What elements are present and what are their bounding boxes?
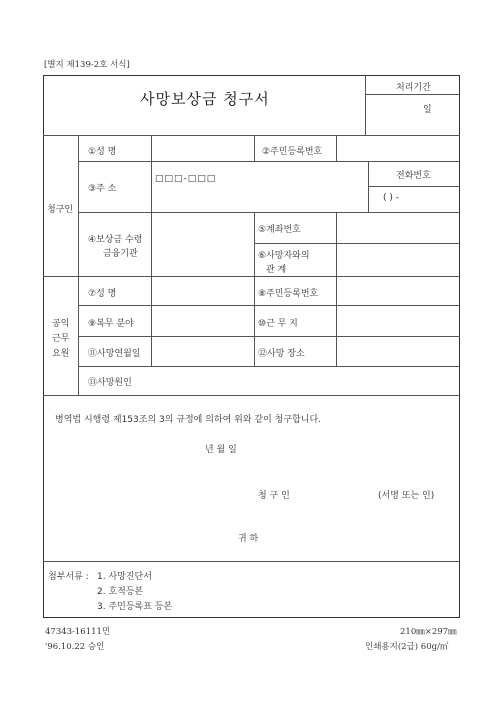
footer-approval: '96.10.22 승인 [45,642,105,652]
official-group-label-2: 근무 [52,334,70,344]
attachment-item: 1. 사망진단서 [97,572,152,582]
addressee: 귀 하 [238,534,259,544]
footer-paper: 인쇄용지(2급) 60g/㎡ [365,642,449,652]
divider [43,561,460,562]
form-reference: [별지 제139-2호 서식] [44,60,130,70]
claimant-address-label: ③주 소 [88,184,117,194]
statement-text: 병역법 시행령 제153조의 3의 규정에 의하여 위와 같이 청구합니다. [55,415,322,425]
divider [78,305,460,306]
divider [78,135,79,395]
divider [336,135,337,161]
claimant-name-label: ①성 명 [88,147,117,157]
footer-code: 47343-16111민 [45,627,111,637]
claimant-group-label: 청구인 [47,205,74,215]
death-place-label: ⑫사망 장소 [258,349,305,359]
divider [151,135,152,366]
death-cause-label: ⑬사망원인 [88,378,132,388]
attachment-item: 2. 호적등본 [97,587,144,597]
signature-note: (서명 또는 인) [378,491,435,501]
date-line: 년 월 일 [205,445,237,455]
bank-label-line1: ④보상금 수령 [88,235,143,245]
duty-field-label: ⑨복무 분야 [88,319,134,329]
divider [368,186,460,187]
official-group-label-1: 공익 [52,319,70,329]
divider [78,366,460,367]
divider [336,212,337,366]
relation-label-line2: 관 계 [266,265,287,275]
divider [78,161,460,162]
postal-code-boxes[interactable]: □□□-□□□ [155,174,217,184]
footer-size: 210㎜×297㎜ [400,627,457,637]
attachment-item: 3. 주민등록표 등본 [97,602,173,612]
divider [254,212,255,366]
processing-period-unit: 일 [423,105,432,115]
divider [365,94,460,95]
divider [78,212,460,213]
bank-label-line2: 금융기관 [103,249,138,259]
divider [43,135,460,136]
attachments-label: 첨부서류 : [48,572,89,582]
official-reg-label: ⑧주민등록번호 [258,289,319,299]
signer-label: 청 구 인 [258,491,290,501]
divider [43,395,460,396]
processing-period-label: 처리기간 [396,83,431,93]
claimant-reg-label: ②주민등록번호 [262,147,323,157]
phone-format[interactable]: ( ) - [383,193,399,203]
divider [78,336,460,337]
death-date-label: ⑪사망연월일 [88,349,141,359]
divider [254,135,255,161]
official-group-label-3: 요원 [52,349,70,359]
phone-label: 전화번호 [396,171,431,181]
divider [43,276,460,277]
relation-label-line1: ⑥사망자와의 [258,251,310,261]
divider [254,243,460,244]
official-name-label: ⑦성 명 [88,289,117,299]
workplace-label: ⑩근 무 지 [258,319,298,329]
account-number-label: ⑤계좌번호 [258,225,301,235]
divider [365,75,366,135]
form-title: 사망보상금 청구서 [140,90,270,108]
